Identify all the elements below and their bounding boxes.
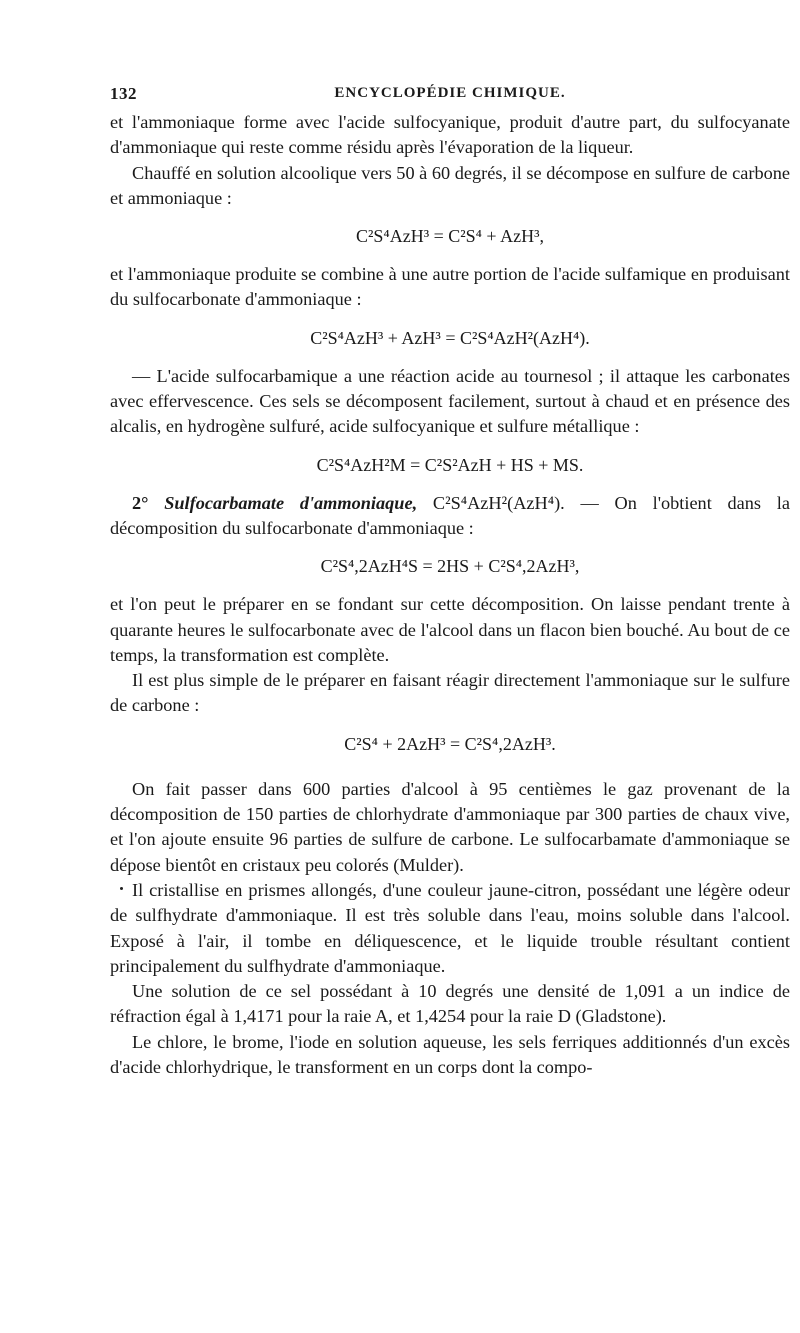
paragraph-7: On fait passer dans 600 parties d'alcool à 95 centièmes le gaz provenant de la décomposition de 150 parties de chlorhydrate d'ammoniaque par 300 parties de chaux vive, et l'on ajoute ensuite 96 parties de sulfure de carbone. Le sulfocarbamate d'ammoniaque se dépose bientôt en cristaux peu colorés (Mulder).	[110, 778, 790, 875]
page-number: 132	[110, 84, 137, 103]
formula-3: C²S⁴AzH²M = C²S²AzH + HS + MS.	[316, 454, 584, 475]
paragraph-8: Il cristallise en prismes allongés, d'une couleur jaune-citron, possédant une légère odeur de sulfhydrate d'ammoniaque. Il est très soluble dans l'eau, moins soluble dans l'alcool. Exposé à l'air, il tombe en déliquescence, et le liquide trouble résultant contient principalement du sulfhydrate d'ammoniaque.	[110, 879, 790, 976]
section-number: 2°	[132, 492, 149, 513]
section-heading-rest: C²S⁴AzH²(AzH⁴). — On l'obtient dans la décomposition du sulfocarbonate d'ammoniaque :	[110, 492, 790, 538]
paragraph-1: et l'ammoniaque forme avec l'acide sulfocyanique, produit d'autre part, du sulfocyanate d'ammoniaque qui reste comme résidu après l'évaporation de la liqueur.	[110, 112, 790, 158]
book-page	[110, 80, 790, 1080]
paragraph-9: Une solution de ce sel possédant à 10 degrés une densité de 1,091 a un indice de réfraction égal à 1,4171 pour la raie A, et 1,4254 pour la raie D (Gladstone).	[110, 981, 790, 1027]
paragraph-5: et l'on peut le préparer en se fondant sur cette décomposition. On laisse pendant trente à quarante heures le sulfocarbonate avec de l'alcool dans un flacon bien bouché. Au bout de ce temps, la transformation est complète.	[110, 594, 790, 665]
paragraph-10: Le chlore, le brome, l'iode en solution aqueuse, les sels ferriques additionnés d'un excès d'acide chlorhydrique, le transforment en un corps dont la compo-	[110, 1031, 790, 1078]
formula-2: C²S⁴AzH³ + AzH³ = C²S⁴AzH²(AzH⁴).	[310, 327, 590, 348]
formula-1: C²S⁴AzH³ = C²S⁴ + AzH³,	[356, 226, 544, 247]
section-title: Sulfocarbamate d'ammoniaque,	[164, 492, 418, 513]
running-head	[110, 80, 790, 110]
paragraph-3: et l'ammoniaque produite se combine à une autre portion de l'acide sulfamique en produisant du sulfocarbonate d'ammoniaque :	[110, 264, 790, 310]
formula-5: C²S⁴ + 2AzH³ = C²S⁴,2AzH³.	[344, 733, 556, 754]
formula-4: C²S⁴,2AzH⁴S = 2HS + C²S⁴,2AzH³,	[320, 556, 580, 577]
running-title: ENCYCLOPÉDIE CHIMIQUE.	[334, 85, 566, 101]
section-heading-2	[110, 491, 790, 542]
print-speck	[120, 887, 123, 890]
paragraph-2: Chauffé en solution alcoolique vers 50 à 60 degrés, il se décompose en sulfure de carbone et ammoniaque :	[110, 162, 790, 208]
paragraph-6: Il est plus simple de le préparer en faisant réagir directement l'ammoniaque sur le sulfure de carbone :	[110, 670, 790, 716]
paragraph-4: — L'acide sulfocarbamique a une réaction acide au tournesol ; il attaque les carbonates avec effervescence. Ces sels se décomposent facilement, surtout à chaud et en présence des alcalis, en hydrogène sulfuré, acide sulfocyanique et sulfure métallique :	[110, 365, 790, 437]
